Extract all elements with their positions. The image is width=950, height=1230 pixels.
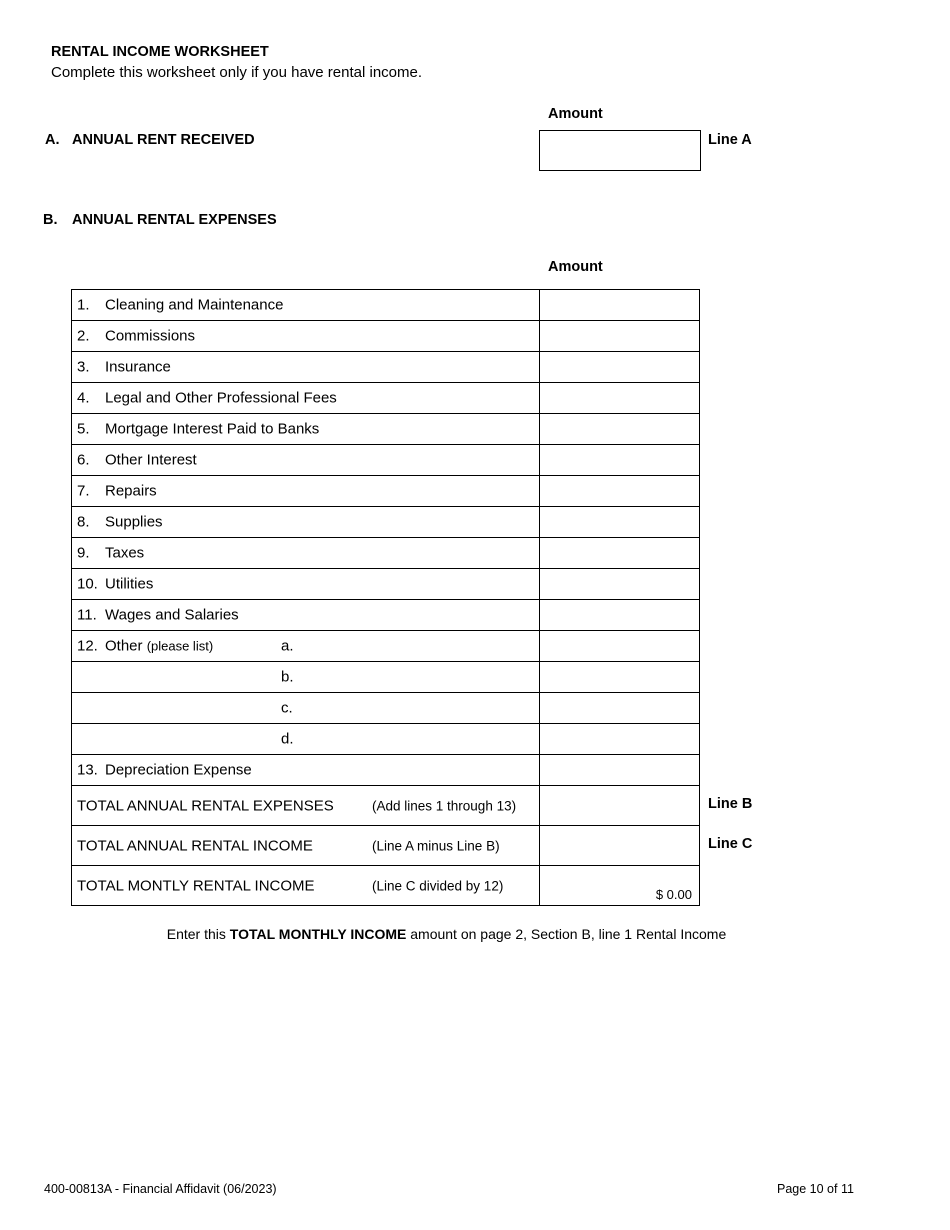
expense-row — [72, 445, 700, 476]
expense-amount-field[interactable] — [540, 507, 700, 538]
other-expense-label-cell[interactable] — [72, 631, 540, 662]
expense-number: 8. — [77, 513, 90, 531]
other-sub-letter: b. — [281, 668, 294, 686]
expense-amount-field[interactable] — [540, 569, 700, 600]
other-expense-label-cell[interactable] — [72, 724, 540, 755]
total-expenses-field[interactable] — [540, 786, 700, 826]
expense-label-cell — [72, 569, 540, 600]
expense-row — [72, 352, 700, 383]
section-a-letter: A. — [45, 132, 60, 148]
expense-label-cell — [72, 321, 540, 352]
expense-label: Insurance — [105, 358, 171, 376]
amount-header-a: Amount — [548, 106, 603, 122]
other-expense-row-c — [72, 693, 700, 724]
expense-label: Other Interest — [105, 451, 197, 469]
instruction-text — [0, 926, 893, 942]
worksheet-subtitle: Complete this worksheet only if you have rental income. — [51, 64, 423, 81]
expense-label: Depreciation Expense — [105, 761, 252, 779]
depreciation-amount-field[interactable] — [540, 755, 700, 786]
expense-amount-field[interactable] — [540, 600, 700, 631]
total-label-cell — [72, 786, 540, 826]
expense-row — [72, 538, 700, 569]
expense-label: Repairs — [105, 482, 157, 500]
expense-label: Wages and Salaries — [105, 606, 239, 624]
expense-number: 10. — [77, 575, 98, 593]
expense-number: 6. — [77, 451, 90, 469]
other-hint: (please list) — [146, 638, 214, 654]
total-label-cell — [72, 826, 540, 866]
total-note: (Add lines 1 through 13) — [372, 798, 517, 813]
other-expense-label-cell[interactable] — [72, 662, 540, 693]
other-d-amount-field[interactable] — [540, 724, 700, 755]
expense-row — [72, 414, 700, 445]
other-c-amount-field[interactable] — [540, 693, 700, 724]
expense-number: 2. — [77, 327, 90, 345]
page-number: Page 10 of 11 — [777, 1182, 854, 1196]
total-income-field[interactable] — [540, 826, 700, 866]
expense-number: 5. — [77, 420, 90, 438]
total-label-cell — [72, 866, 540, 906]
section-b-label: ANNUAL RENTAL EXPENSES — [72, 212, 277, 228]
expense-label: Taxes — [105, 544, 145, 562]
expense-label: Commissions — [105, 327, 196, 345]
expense-label: Utilities — [105, 575, 154, 593]
other-label: Other — [105, 637, 143, 655]
expense-number: 3. — [77, 358, 90, 376]
annual-rent-received-field[interactable] — [539, 130, 701, 171]
expense-amount-field[interactable] — [540, 476, 700, 507]
other-sub-letter: a. — [281, 637, 294, 655]
expense-label-cell — [72, 507, 540, 538]
expense-label-cell — [72, 414, 540, 445]
total-note: (Line A minus Line B) — [372, 838, 500, 853]
expense-row — [72, 476, 700, 507]
expense-amount-field[interactable] — [540, 414, 700, 445]
line-a-label: Line A — [708, 132, 752, 148]
expense-label-cell — [72, 445, 540, 476]
total-row — [72, 866, 700, 906]
expense-label: Supplies — [105, 513, 163, 531]
total-label: TOTAL ANNUAL RENTAL INCOME — [77, 837, 313, 854]
expense-row — [72, 321, 700, 352]
expense-label-cell — [72, 290, 540, 321]
expense-number: 7. — [77, 482, 90, 500]
expense-amount-field[interactable] — [540, 383, 700, 414]
expense-number: 4. — [77, 389, 90, 407]
other-sub-letter: d. — [281, 730, 294, 748]
expense-label-cell — [72, 538, 540, 569]
other-a-amount-field[interactable] — [540, 631, 700, 662]
rental-expenses-table — [71, 289, 700, 906]
instruction-emphasis: TOTAL MONTHLY INCOME — [229, 926, 407, 942]
other-expense-row-a — [72, 631, 700, 662]
expense-number: 11. — [77, 606, 97, 624]
expense-number: 9. — [77, 544, 90, 562]
expense-row — [72, 569, 700, 600]
other-expense-row-d — [72, 724, 700, 755]
total-label: TOTAL MONTLY RENTAL INCOME — [77, 877, 315, 894]
total-monthly-income-field[interactable] — [540, 866, 700, 906]
expense-amount-field[interactable] — [540, 290, 700, 321]
expense-label-cell — [72, 755, 540, 786]
other-expense-row-b — [72, 662, 700, 693]
other-expense-label-cell[interactable] — [72, 693, 540, 724]
depreciation-row — [72, 755, 700, 786]
expense-label: Cleaning and Maintenance — [105, 296, 284, 314]
expense-row — [72, 290, 700, 321]
expense-number: 12. — [77, 637, 98, 655]
line-b-label: Line B — [708, 796, 753, 812]
form-id: 400-00813A - Financial Affidavit (06/2023) — [44, 1182, 277, 1196]
total-monthly-value: $ 0.00 — [655, 887, 692, 902]
expense-number: 13. — [77, 761, 98, 779]
worksheet-title: RENTAL INCOME WORKSHEET — [51, 44, 269, 60]
amount-header-b: Amount — [548, 259, 603, 275]
expense-label-cell — [72, 352, 540, 383]
instruction-suffix: amount on page 2, Section B, line 1 Rental Income — [406, 926, 727, 942]
total-row — [72, 786, 700, 826]
expense-label-cell — [72, 476, 540, 507]
total-note: (Line C divided by 12) — [372, 878, 504, 893]
expense-label-cell — [72, 600, 540, 631]
expense-row — [72, 383, 700, 414]
other-sub-letter: c. — [281, 699, 293, 717]
total-row — [72, 826, 700, 866]
expense-label: Legal and Other Professional Fees — [105, 389, 337, 407]
expense-amount-field[interactable] — [540, 445, 700, 476]
expense-row — [72, 507, 700, 538]
total-label: TOTAL ANNUAL RENTAL EXPENSES — [77, 797, 334, 814]
expense-amount-field[interactable] — [540, 321, 700, 352]
expense-row — [72, 600, 700, 631]
other-b-amount-field[interactable] — [540, 662, 700, 693]
expense-label-cell — [72, 383, 540, 414]
expense-label: Mortgage Interest Paid to Banks — [105, 420, 320, 438]
instruction-prefix: Enter this — [166, 926, 230, 942]
expense-amount-field[interactable] — [540, 538, 700, 569]
line-c-label: Line C — [708, 836, 753, 852]
expense-amount-field[interactable] — [540, 352, 700, 383]
section-a-label: ANNUAL RENT RECEIVED — [72, 132, 255, 148]
expense-label — [105, 638, 213, 655]
expense-number: 1. — [77, 296, 90, 314]
section-b-letter: B. — [43, 212, 58, 228]
